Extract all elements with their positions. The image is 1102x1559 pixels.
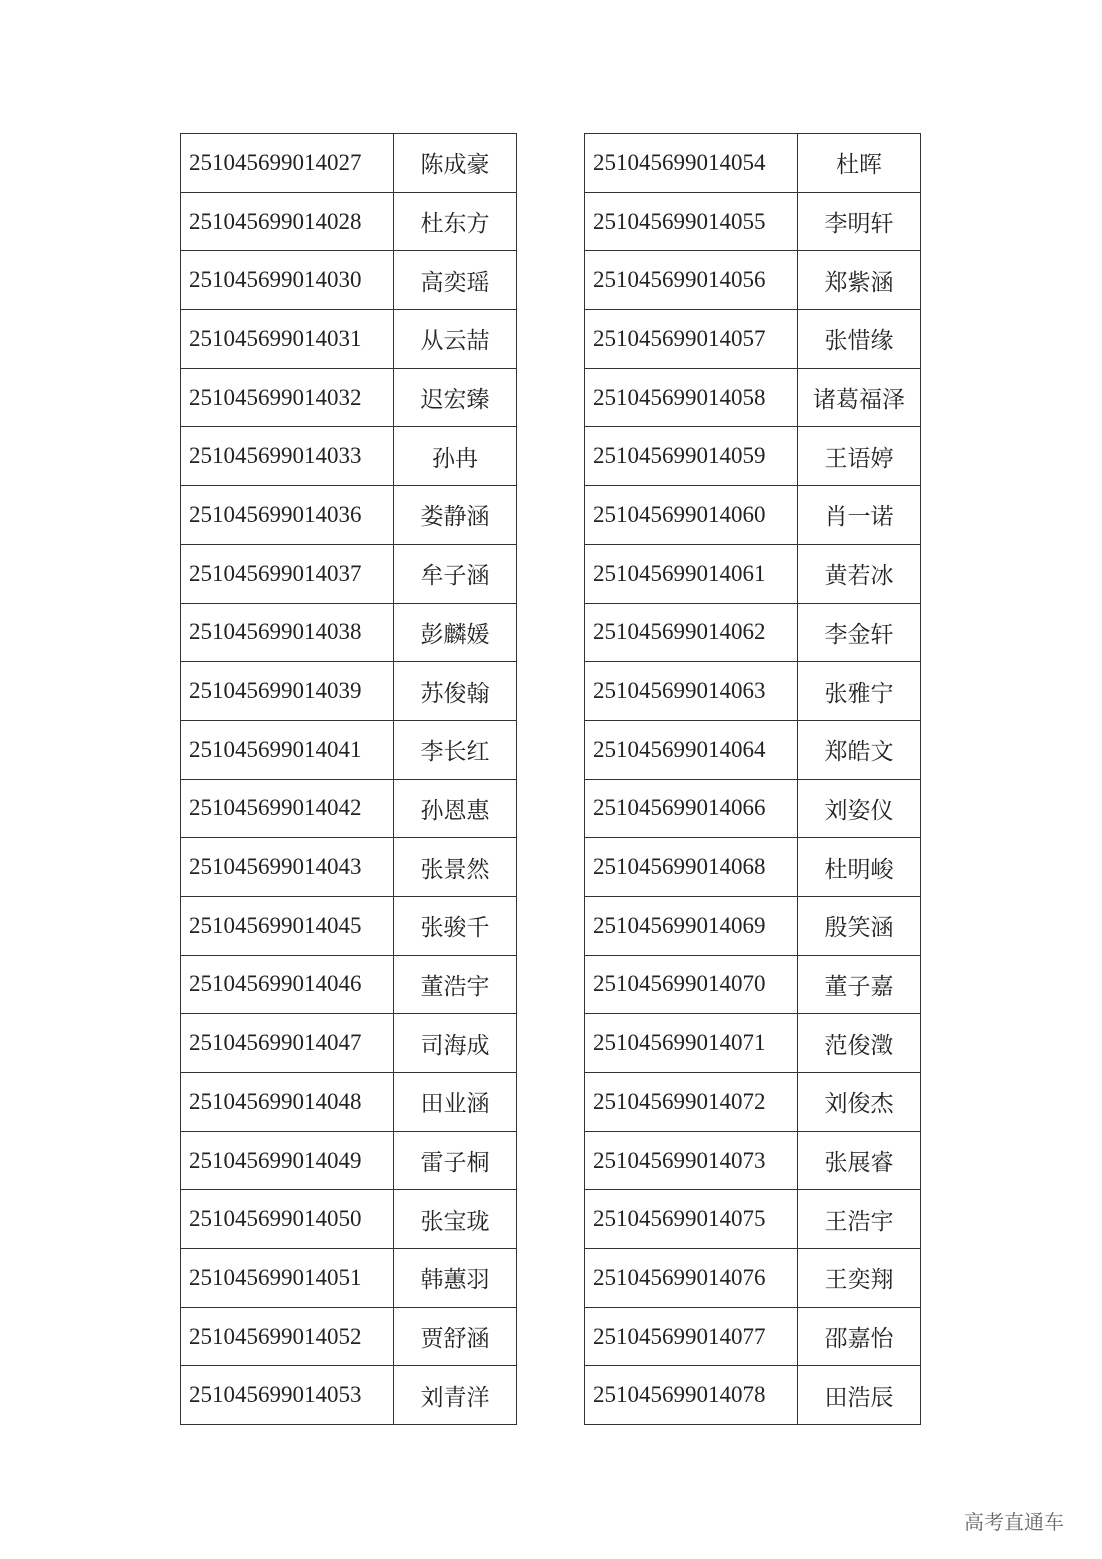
- student-name-cell: 陈成豪: [394, 134, 517, 193]
- student-name-cell: 张景然: [394, 838, 517, 897]
- exam-id-cell: 251045699014066: [585, 779, 798, 838]
- exam-id-cell: 251045699014048: [181, 1073, 394, 1132]
- student-name-cell: 郑皓文: [798, 720, 921, 779]
- table-row: [181, 251, 517, 310]
- student-name-cell: 田浩辰: [798, 1366, 921, 1425]
- table-row: [585, 779, 921, 838]
- student-name-cell: 黄若冰: [798, 544, 921, 603]
- student-name-cell: 孙恩惠: [394, 779, 517, 838]
- table-row: [585, 720, 921, 779]
- exam-id-cell: 251045699014078: [585, 1366, 798, 1425]
- table-row: [585, 1366, 921, 1425]
- table-row: [181, 1131, 517, 1190]
- exam-id-cell: 251045699014049: [181, 1131, 394, 1190]
- student-name-cell: 张雅宁: [798, 662, 921, 721]
- exam-id-cell: 251045699014063: [585, 662, 798, 721]
- student-name-cell: 张宝珑: [394, 1190, 517, 1249]
- table-row: [181, 603, 517, 662]
- student-name-cell: 杜明峻: [798, 838, 921, 897]
- student-name-cell: 张惜缘: [798, 310, 921, 369]
- student-name-cell: 杜晖: [798, 134, 921, 193]
- table-row: [181, 427, 517, 486]
- table-row: [585, 1249, 921, 1308]
- exam-id-cell: 251045699014030: [181, 251, 394, 310]
- table-row: [585, 896, 921, 955]
- student-name-cell: 高奕瑶: [394, 251, 517, 310]
- table-row: [181, 192, 517, 251]
- exam-id-cell: 251045699014046: [181, 955, 394, 1014]
- student-name-cell: 王浩宇: [798, 1190, 921, 1249]
- student-name-cell: 韩蕙羽: [394, 1249, 517, 1308]
- exam-id-cell: 251045699014055: [585, 192, 798, 251]
- table-row: [585, 544, 921, 603]
- exam-id-cell: 251045699014054: [585, 134, 798, 193]
- student-name-cell: 苏俊翰: [394, 662, 517, 721]
- table-row: [181, 1014, 517, 1073]
- exam-id-cell: 251045699014059: [585, 427, 798, 486]
- student-name-cell: 张展睿: [798, 1131, 921, 1190]
- exam-id-cell: 251045699014052: [181, 1307, 394, 1366]
- exam-id-cell: 251045699014070: [585, 955, 798, 1014]
- student-name-cell: 李明轩: [798, 192, 921, 251]
- exam-id-cell: 251045699014045: [181, 896, 394, 955]
- table-row: [181, 310, 517, 369]
- table-row: [181, 662, 517, 721]
- exam-id-cell: 251045699014037: [181, 544, 394, 603]
- table-row: [585, 134, 921, 193]
- left-roster-table: [180, 133, 517, 1425]
- exam-id-cell: 251045699014051: [181, 1249, 394, 1308]
- exam-id-cell: 251045699014032: [181, 368, 394, 427]
- table-row: [181, 955, 517, 1014]
- table-row: [585, 368, 921, 427]
- exam-id-cell: 251045699014050: [181, 1190, 394, 1249]
- exam-id-cell: 251045699014058: [585, 368, 798, 427]
- table-row: [181, 720, 517, 779]
- exam-id-cell: 251045699014068: [585, 838, 798, 897]
- student-name-cell: 董子嘉: [798, 955, 921, 1014]
- table-row: [181, 134, 517, 193]
- table-row: [181, 779, 517, 838]
- student-name-cell: 王奕翔: [798, 1249, 921, 1308]
- exam-id-cell: 251045699014041: [181, 720, 394, 779]
- table-row: [181, 838, 517, 897]
- student-name-cell: 肖一诺: [798, 486, 921, 545]
- student-name-cell: 田业涵: [394, 1073, 517, 1132]
- student-name-cell: 李金轩: [798, 603, 921, 662]
- exam-id-cell: 251045699014038: [181, 603, 394, 662]
- exam-id-cell: 251045699014064: [585, 720, 798, 779]
- exam-id-cell: 251045699014069: [585, 896, 798, 955]
- right-roster-table: [584, 133, 921, 1425]
- watermark: 高考直通车: [964, 1510, 1064, 1534]
- table-row: [585, 1073, 921, 1132]
- table-row: [585, 838, 921, 897]
- table-row: [181, 1307, 517, 1366]
- student-name-cell: 娄静涵: [394, 486, 517, 545]
- student-name-cell: 郑紫涵: [798, 251, 921, 310]
- exam-id-cell: 251045699014071: [585, 1014, 798, 1073]
- exam-id-cell: 251045699014077: [585, 1307, 798, 1366]
- table-row: [585, 1190, 921, 1249]
- exam-id-cell: 251045699014075: [585, 1190, 798, 1249]
- student-name-cell: 从云喆: [394, 310, 517, 369]
- exam-id-cell: 251045699014047: [181, 1014, 394, 1073]
- exam-id-cell: 251045699014028: [181, 192, 394, 251]
- student-name-cell: 王语婷: [798, 427, 921, 486]
- exam-id-cell: 251045699014061: [585, 544, 798, 603]
- student-name-cell: 孙冉: [394, 427, 517, 486]
- student-name-cell: 董浩宇: [394, 955, 517, 1014]
- exam-id-cell: 251045699014056: [585, 251, 798, 310]
- table-row: [585, 427, 921, 486]
- table-row: [585, 603, 921, 662]
- student-name-cell: 刘俊杰: [798, 1073, 921, 1132]
- exam-id-cell: 251045699014043: [181, 838, 394, 897]
- exam-id-cell: 251045699014076: [585, 1249, 798, 1308]
- student-name-cell: 诸葛福泽: [798, 368, 921, 427]
- exam-id-cell: 251045699014073: [585, 1131, 798, 1190]
- student-name-cell: 李长红: [394, 720, 517, 779]
- table-row: [585, 1014, 921, 1073]
- student-name-cell: 杜东方: [394, 192, 517, 251]
- table-row: [585, 486, 921, 545]
- student-name-cell: 迟宏臻: [394, 368, 517, 427]
- table-row: [181, 544, 517, 603]
- student-name-cell: 刘姿仪: [798, 779, 921, 838]
- exam-id-cell: 251045699014053: [181, 1366, 394, 1425]
- table-row: [585, 1307, 921, 1366]
- exam-id-cell: 251045699014033: [181, 427, 394, 486]
- table-row: [181, 1366, 517, 1425]
- table-row: [585, 310, 921, 369]
- exam-id-cell: 251045699014057: [585, 310, 798, 369]
- exam-id-cell: 251045699014039: [181, 662, 394, 721]
- student-name-cell: 司海成: [394, 1014, 517, 1073]
- student-name-cell: 牟子涵: [394, 544, 517, 603]
- table-row: [585, 955, 921, 1014]
- table-row: [585, 251, 921, 310]
- exam-id-cell: 251045699014027: [181, 134, 394, 193]
- table-row: [181, 1190, 517, 1249]
- exam-id-cell: 251045699014036: [181, 486, 394, 545]
- student-name-cell: 彭麟媛: [394, 603, 517, 662]
- table-row: [585, 192, 921, 251]
- table-row: [181, 1073, 517, 1132]
- table-row: [585, 1131, 921, 1190]
- student-name-cell: 刘青洋: [394, 1366, 517, 1425]
- student-name-cell: 邵嘉怡: [798, 1307, 921, 1366]
- table-row: [181, 896, 517, 955]
- exam-id-cell: 251045699014031: [181, 310, 394, 369]
- student-name-cell: 殷笑涵: [798, 896, 921, 955]
- table-row: [181, 486, 517, 545]
- exam-id-cell: 251045699014060: [585, 486, 798, 545]
- student-name-cell: 贾舒涵: [394, 1307, 517, 1366]
- student-name-cell: 张骏千: [394, 896, 517, 955]
- table-row: [181, 368, 517, 427]
- exam-id-cell: 251045699014042: [181, 779, 394, 838]
- student-name-cell: 雷子桐: [394, 1131, 517, 1190]
- table-row: [585, 662, 921, 721]
- exam-id-cell: 251045699014062: [585, 603, 798, 662]
- exam-id-cell: 251045699014072: [585, 1073, 798, 1132]
- student-name-cell: 范俊澂: [798, 1014, 921, 1073]
- table-row: [181, 1249, 517, 1308]
